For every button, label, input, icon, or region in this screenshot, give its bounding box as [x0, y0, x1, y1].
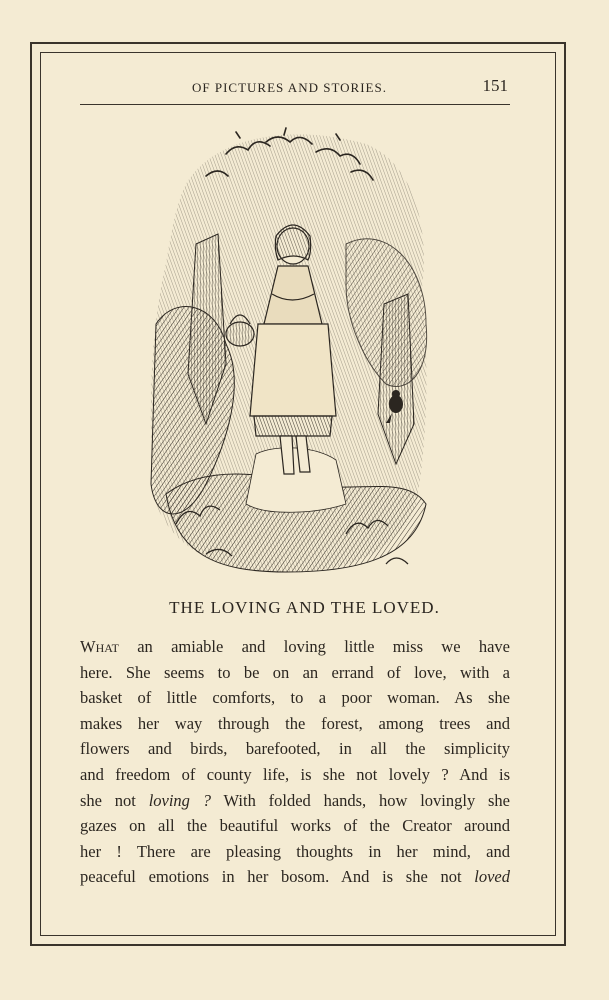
text-line: basket of little comforts, to a poor woman. As she — [80, 688, 510, 708]
italic-word: loved — [474, 867, 510, 887]
text-line: gazes on all the beautiful works of the Creator around — [80, 816, 510, 836]
line-text: she not — [80, 790, 149, 810]
text-line — [80, 864, 510, 890]
engraving-illustration — [146, 124, 436, 576]
line-text: peaceful emotions in her bosom. And is she not — [80, 867, 475, 887]
text-line — [80, 634, 510, 660]
line-text: With folded hands, how lovingly she — [210, 790, 510, 810]
lead-word: What — [80, 637, 119, 656]
section-title: THE LOVING AND THE LOVED. — [169, 598, 440, 617]
italic-word: loving ? — [148, 790, 211, 810]
text-line: flowers and birds, barefooted, in all the simplicity — [80, 739, 510, 759]
page-header — [80, 76, 510, 100]
page-number: 151 — [482, 76, 508, 95]
text-line: her ! There are pleasing thoughts in her mind, and — [80, 841, 510, 861]
running-head: OF PICTURES AND STORIES. — [192, 80, 387, 95]
text-line: makes her way through the forest, among trees and — [80, 713, 510, 733]
text-line: and freedom of county life, is she not lovely ? And is — [80, 764, 510, 784]
body-paragraph — [80, 634, 510, 890]
header-rule — [80, 104, 510, 105]
text-line: here. She seems to be on an errand of love, with a — [80, 662, 510, 682]
text-line — [80, 788, 510, 814]
line-text: an amiable and loving little miss we have — [118, 637, 510, 656]
